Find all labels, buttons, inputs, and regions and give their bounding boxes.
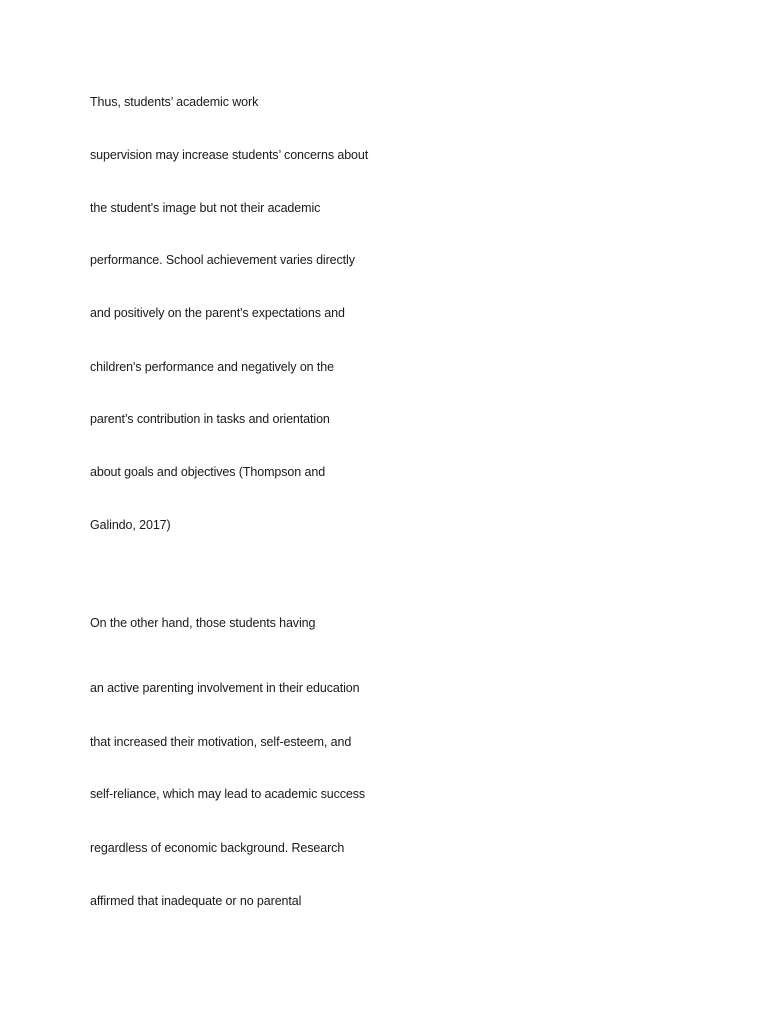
text-line: supervision may increase students’ concerns about [90, 148, 369, 162]
text-line: performance. School achievement varies directly [90, 253, 355, 267]
text-line: parent’s contribution in tasks and orientation [90, 412, 330, 426]
text-line: regardless of economic background. Research [90, 841, 345, 855]
text-line: Thus, students’ academic work [90, 95, 259, 109]
text-line: about goals and objectives (Thompson and [90, 465, 326, 479]
text-line: an active parenting involvement in their education [90, 681, 360, 695]
text-line: Galindo, 2017) [90, 518, 171, 532]
text-line: that increased their motivation, self-esteem, and [90, 735, 352, 749]
text-line: On the other hand, those students having [90, 616, 316, 630]
text-line: and positively on the parent's expectations and [90, 306, 345, 320]
text-line: affirmed that inadequate or no parental [90, 894, 302, 908]
text-line: self-reliance, which may lead to academic success [90, 787, 366, 801]
text-line: the student's image but not their academic [90, 201, 321, 215]
text-line: children's performance and negatively on the [90, 360, 334, 374]
